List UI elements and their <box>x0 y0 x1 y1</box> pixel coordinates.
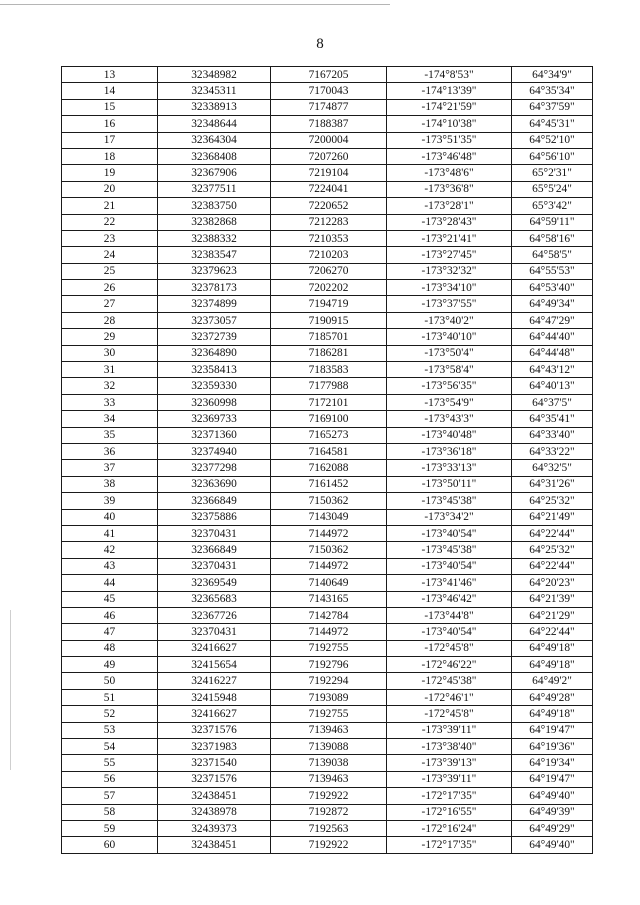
x-coordinate-cell: 32370431 <box>158 558 271 574</box>
table-row <box>62 493 593 509</box>
x-coordinate-cell: 32345311 <box>158 83 271 99</box>
point-number-cell: 16 <box>62 116 158 132</box>
latitude-cell: 64°56'10" <box>512 148 593 164</box>
table-row <box>62 624 593 640</box>
latitude-cell: 64°40'13" <box>512 378 593 394</box>
x-coordinate-cell: 32372739 <box>158 329 271 345</box>
x-coordinate-cell: 32367906 <box>158 165 271 181</box>
latitude-cell: 64°49'29" <box>512 820 593 836</box>
table-row <box>62 296 593 312</box>
longitude-cell: -173°32'32" <box>387 263 512 279</box>
coordinates-table-body <box>62 67 593 854</box>
y-coordinate-cell: 7150362 <box>271 493 387 509</box>
table-row <box>62 525 593 541</box>
table-row <box>62 739 593 755</box>
point-number-cell: 31 <box>62 362 158 378</box>
table-row <box>62 607 593 623</box>
x-coordinate-cell: 32377511 <box>158 181 271 197</box>
point-number-cell: 46 <box>62 607 158 623</box>
point-number-cell: 57 <box>62 788 158 804</box>
table-row <box>62 657 593 673</box>
y-coordinate-cell: 7220652 <box>271 198 387 214</box>
latitude-cell: 64°25'32" <box>512 542 593 558</box>
table-row <box>62 247 593 263</box>
x-coordinate-cell: 32371983 <box>158 739 271 755</box>
x-coordinate-cell: 32364304 <box>158 132 271 148</box>
x-coordinate-cell: 32438978 <box>158 804 271 820</box>
latitude-cell: 64°21'39" <box>512 591 593 607</box>
longitude-cell: -173°50'4" <box>387 345 512 361</box>
longitude-cell: -173°58'4" <box>387 362 512 378</box>
latitude-cell: 64°44'48" <box>512 345 593 361</box>
point-number-cell: 49 <box>62 657 158 673</box>
longitude-cell: -173°44'8" <box>387 607 512 623</box>
x-coordinate-cell: 32382868 <box>158 214 271 230</box>
x-coordinate-cell: 32358413 <box>158 362 271 378</box>
longitude-cell: -173°48'6" <box>387 165 512 181</box>
longitude-cell: -174°21'59" <box>387 99 512 115</box>
y-coordinate-cell: 7161452 <box>271 476 387 492</box>
x-coordinate-cell: 32367726 <box>158 607 271 623</box>
point-number-cell: 29 <box>62 329 158 345</box>
x-coordinate-cell: 32416627 <box>158 640 271 656</box>
longitude-cell: -173°37'55" <box>387 296 512 312</box>
latitude-cell: 64°49'18" <box>512 657 593 673</box>
longitude-cell: -173°40'10" <box>387 329 512 345</box>
table-row <box>62 67 593 83</box>
y-coordinate-cell: 7207260 <box>271 148 387 164</box>
latitude-cell: 64°47'29" <box>512 312 593 328</box>
y-coordinate-cell: 7192872 <box>271 804 387 820</box>
table-row <box>62 509 593 525</box>
table-row <box>62 558 593 574</box>
y-coordinate-cell: 7192755 <box>271 706 387 722</box>
x-coordinate-cell: 32366849 <box>158 542 271 558</box>
latitude-cell: 64°34'9" <box>512 67 593 83</box>
table-row <box>62 427 593 443</box>
latitude-cell: 64°19'36" <box>512 739 593 755</box>
longitude-cell: -173°38'40" <box>387 739 512 755</box>
point-number-cell: 42 <box>62 542 158 558</box>
table-row <box>62 263 593 279</box>
latitude-cell: 64°32'5" <box>512 460 593 476</box>
latitude-cell: 64°25'32" <box>512 493 593 509</box>
x-coordinate-cell: 32378173 <box>158 280 271 296</box>
table-row <box>62 329 593 345</box>
longitude-cell: -173°40'54" <box>387 624 512 640</box>
x-coordinate-cell: 32363690 <box>158 476 271 492</box>
latitude-cell: 64°21'49" <box>512 509 593 525</box>
coordinates-table <box>61 66 593 854</box>
point-number-cell: 53 <box>62 722 158 738</box>
x-coordinate-cell: 32416627 <box>158 706 271 722</box>
y-coordinate-cell: 7170043 <box>271 83 387 99</box>
y-coordinate-cell: 7194719 <box>271 296 387 312</box>
table-row <box>62 722 593 738</box>
table-row <box>62 165 593 181</box>
table-row <box>62 280 593 296</box>
table-row <box>62 411 593 427</box>
longitude-cell: -173°36'8" <box>387 181 512 197</box>
point-number-cell: 39 <box>62 493 158 509</box>
latitude-cell: 64°19'34" <box>512 755 593 771</box>
latitude-cell: 64°59'11" <box>512 214 593 230</box>
longitude-cell: -173°34'2" <box>387 509 512 525</box>
longitude-cell: -173°51'35" <box>387 132 512 148</box>
y-coordinate-cell: 7172101 <box>271 394 387 410</box>
table-row <box>62 575 593 591</box>
point-number-cell: 37 <box>62 460 158 476</box>
latitude-cell: 65°5'24" <box>512 181 593 197</box>
latitude-cell: 65°2'31" <box>512 165 593 181</box>
longitude-cell: -172°16'55" <box>387 804 512 820</box>
point-number-cell: 33 <box>62 394 158 410</box>
table-row <box>62 116 593 132</box>
table-row <box>62 460 593 476</box>
x-coordinate-cell: 32383750 <box>158 198 271 214</box>
latitude-cell: 64°49'2" <box>512 673 593 689</box>
point-number-cell: 45 <box>62 591 158 607</box>
page-number: 8 <box>316 36 324 52</box>
y-coordinate-cell: 7188387 <box>271 116 387 132</box>
point-number-cell: 24 <box>62 247 158 263</box>
x-coordinate-cell: 32371576 <box>158 771 271 787</box>
y-coordinate-cell: 7185701 <box>271 329 387 345</box>
top-rule <box>0 4 390 5</box>
point-number-cell: 23 <box>62 230 158 246</box>
table-row <box>62 673 593 689</box>
table-row <box>62 345 593 361</box>
point-number-cell: 41 <box>62 525 158 541</box>
y-coordinate-cell: 7206270 <box>271 263 387 279</box>
y-coordinate-cell: 7186281 <box>271 345 387 361</box>
x-coordinate-cell: 32377298 <box>158 460 271 476</box>
longitude-cell: -173°45'38" <box>387 493 512 509</box>
x-coordinate-cell: 32365683 <box>158 591 271 607</box>
y-coordinate-cell: 7192922 <box>271 788 387 804</box>
longitude-cell: -173°46'48" <box>387 148 512 164</box>
longitude-cell: -173°36'18" <box>387 443 512 459</box>
x-coordinate-cell: 32439373 <box>158 820 271 836</box>
point-number-cell: 56 <box>62 771 158 787</box>
point-number-cell: 26 <box>62 280 158 296</box>
table-row <box>62 148 593 164</box>
table-row <box>62 362 593 378</box>
x-coordinate-cell: 32366849 <box>158 493 271 509</box>
latitude-cell: 64°45'31" <box>512 116 593 132</box>
longitude-cell: -173°39'11" <box>387 771 512 787</box>
point-number-cell: 27 <box>62 296 158 312</box>
x-coordinate-cell: 32374899 <box>158 296 271 312</box>
table-row <box>62 476 593 492</box>
longitude-cell: -172°45'8" <box>387 640 512 656</box>
point-number-cell: 47 <box>62 624 158 640</box>
point-number-cell: 51 <box>62 689 158 705</box>
longitude-cell: -174°13'39" <box>387 83 512 99</box>
x-coordinate-cell: 32373057 <box>158 312 271 328</box>
y-coordinate-cell: 7183583 <box>271 362 387 378</box>
latitude-cell: 64°55'53" <box>512 263 593 279</box>
latitude-cell: 64°20'23" <box>512 575 593 591</box>
y-coordinate-cell: 7190915 <box>271 312 387 328</box>
latitude-cell: 64°33'22" <box>512 443 593 459</box>
longitude-cell: -173°40'2" <box>387 312 512 328</box>
latitude-cell: 64°31'26" <box>512 476 593 492</box>
table-row <box>62 820 593 836</box>
point-number-cell: 59 <box>62 820 158 836</box>
x-coordinate-cell: 32379623 <box>158 263 271 279</box>
y-coordinate-cell: 7219104 <box>271 165 387 181</box>
point-number-cell: 30 <box>62 345 158 361</box>
table-row <box>62 394 593 410</box>
point-number-cell: 55 <box>62 755 158 771</box>
y-coordinate-cell: 7167205 <box>271 67 387 83</box>
table-row <box>62 706 593 722</box>
table-row <box>62 771 593 787</box>
latitude-cell: 64°22'44" <box>512 558 593 574</box>
x-coordinate-cell: 32371576 <box>158 722 271 738</box>
x-coordinate-cell: 32360998 <box>158 394 271 410</box>
scan-edge-mark <box>10 610 11 770</box>
longitude-cell: -173°28'43" <box>387 214 512 230</box>
latitude-cell: 64°49'39" <box>512 804 593 820</box>
latitude-cell: 65°3'42" <box>512 198 593 214</box>
longitude-cell: -173°39'13" <box>387 755 512 771</box>
y-coordinate-cell: 7140649 <box>271 575 387 591</box>
x-coordinate-cell: 32375886 <box>158 509 271 525</box>
point-number-cell: 50 <box>62 673 158 689</box>
longitude-cell: -173°50'11" <box>387 476 512 492</box>
latitude-cell: 64°49'28" <box>512 689 593 705</box>
y-coordinate-cell: 7192796 <box>271 657 387 673</box>
latitude-cell: 64°49'18" <box>512 640 593 656</box>
longitude-cell: -172°16'24" <box>387 820 512 836</box>
y-coordinate-cell: 7192922 <box>271 837 387 853</box>
point-number-cell: 20 <box>62 181 158 197</box>
x-coordinate-cell: 32415948 <box>158 689 271 705</box>
y-coordinate-cell: 7200004 <box>271 132 387 148</box>
x-coordinate-cell: 32383547 <box>158 247 271 263</box>
x-coordinate-cell: 32415654 <box>158 657 271 673</box>
longitude-cell: -173°34'10" <box>387 280 512 296</box>
point-number-cell: 48 <box>62 640 158 656</box>
latitude-cell: 64°35'41" <box>512 411 593 427</box>
point-number-cell: 43 <box>62 558 158 574</box>
table-row <box>62 542 593 558</box>
x-coordinate-cell: 32364890 <box>158 345 271 361</box>
longitude-cell: -174°10'38" <box>387 116 512 132</box>
y-coordinate-cell: 7139463 <box>271 722 387 738</box>
longitude-cell: -173°21'41" <box>387 230 512 246</box>
latitude-cell: 64°49'40" <box>512 837 593 853</box>
table-row <box>62 640 593 656</box>
point-number-cell: 40 <box>62 509 158 525</box>
longitude-cell: -172°46'1" <box>387 689 512 705</box>
latitude-cell: 64°49'18" <box>512 706 593 722</box>
point-number-cell: 28 <box>62 312 158 328</box>
longitude-cell: -173°40'54" <box>387 525 512 541</box>
y-coordinate-cell: 7142784 <box>271 607 387 623</box>
point-number-cell: 35 <box>62 427 158 443</box>
table-row <box>62 804 593 820</box>
table-row <box>62 132 593 148</box>
longitude-cell: -173°33'13" <box>387 460 512 476</box>
longitude-cell: -173°46'42" <box>387 591 512 607</box>
y-coordinate-cell: 7150362 <box>271 542 387 558</box>
y-coordinate-cell: 7144972 <box>271 624 387 640</box>
longitude-cell: -173°45'38" <box>387 542 512 558</box>
latitude-cell: 64°22'44" <box>512 624 593 640</box>
x-coordinate-cell: 32338913 <box>158 99 271 115</box>
latitude-cell: 64°58'16" <box>512 230 593 246</box>
longitude-cell: -172°17'35" <box>387 837 512 853</box>
longitude-cell: -172°45'8" <box>387 706 512 722</box>
latitude-cell: 64°35'34" <box>512 83 593 99</box>
longitude-cell: -173°43'3" <box>387 411 512 427</box>
y-coordinate-cell: 7143049 <box>271 509 387 525</box>
y-coordinate-cell: 7177988 <box>271 378 387 394</box>
point-number-cell: 15 <box>62 99 158 115</box>
latitude-cell: 64°33'40" <box>512 427 593 443</box>
y-coordinate-cell: 7139038 <box>271 755 387 771</box>
point-number-cell: 58 <box>62 804 158 820</box>
table-row <box>62 83 593 99</box>
y-coordinate-cell: 7164581 <box>271 443 387 459</box>
latitude-cell: 64°49'34" <box>512 296 593 312</box>
table-row <box>62 198 593 214</box>
x-coordinate-cell: 32438451 <box>158 837 271 853</box>
x-coordinate-cell: 32359330 <box>158 378 271 394</box>
latitude-cell: 64°58'5" <box>512 247 593 263</box>
x-coordinate-cell: 32348644 <box>158 116 271 132</box>
x-coordinate-cell: 32371540 <box>158 755 271 771</box>
y-coordinate-cell: 7192294 <box>271 673 387 689</box>
latitude-cell: 64°37'5" <box>512 394 593 410</box>
latitude-cell: 64°49'40" <box>512 788 593 804</box>
y-coordinate-cell: 7169100 <box>271 411 387 427</box>
point-number-cell: 21 <box>62 198 158 214</box>
x-coordinate-cell: 32370431 <box>158 624 271 640</box>
table-row <box>62 837 593 853</box>
y-coordinate-cell: 7165273 <box>271 427 387 443</box>
point-number-cell: 14 <box>62 83 158 99</box>
point-number-cell: 38 <box>62 476 158 492</box>
longitude-cell: -173°39'11" <box>387 722 512 738</box>
latitude-cell: 64°44'40" <box>512 329 593 345</box>
latitude-cell: 64°22'44" <box>512 525 593 541</box>
x-coordinate-cell: 32371360 <box>158 427 271 443</box>
y-coordinate-cell: 7210203 <box>271 247 387 263</box>
point-number-cell: 54 <box>62 739 158 755</box>
point-number-cell: 34 <box>62 411 158 427</box>
longitude-cell: -173°41'46" <box>387 575 512 591</box>
y-coordinate-cell: 7143165 <box>271 591 387 607</box>
longitude-cell: -173°40'54" <box>387 558 512 574</box>
table-row <box>62 230 593 246</box>
point-number-cell: 17 <box>62 132 158 148</box>
point-number-cell: 44 <box>62 575 158 591</box>
point-number-cell: 18 <box>62 148 158 164</box>
longitude-cell: -173°28'1" <box>387 198 512 214</box>
x-coordinate-cell: 32348982 <box>158 67 271 83</box>
x-coordinate-cell: 32374940 <box>158 443 271 459</box>
y-coordinate-cell: 7144972 <box>271 525 387 541</box>
latitude-cell: 64°53'40" <box>512 280 593 296</box>
x-coordinate-cell: 32438451 <box>158 788 271 804</box>
y-coordinate-cell: 7139463 <box>271 771 387 787</box>
x-coordinate-cell: 32416227 <box>158 673 271 689</box>
latitude-cell: 64°19'47" <box>512 722 593 738</box>
x-coordinate-cell: 32370431 <box>158 525 271 541</box>
longitude-cell: -173°54'9" <box>387 394 512 410</box>
y-coordinate-cell: 7144972 <box>271 558 387 574</box>
table-row <box>62 214 593 230</box>
longitude-cell: -172°46'22" <box>387 657 512 673</box>
y-coordinate-cell: 7224041 <box>271 181 387 197</box>
table-row <box>62 99 593 115</box>
longitude-cell: -173°27'45" <box>387 247 512 263</box>
y-coordinate-cell: 7162088 <box>271 460 387 476</box>
point-number-cell: 60 <box>62 837 158 853</box>
y-coordinate-cell: 7193089 <box>271 689 387 705</box>
y-coordinate-cell: 7139088 <box>271 739 387 755</box>
latitude-cell: 64°52'10" <box>512 132 593 148</box>
y-coordinate-cell: 7174877 <box>271 99 387 115</box>
y-coordinate-cell: 7210353 <box>271 230 387 246</box>
latitude-cell: 64°37'59" <box>512 99 593 115</box>
table-row <box>62 181 593 197</box>
point-number-cell: 25 <box>62 263 158 279</box>
table-row <box>62 378 593 394</box>
latitude-cell: 64°19'47" <box>512 771 593 787</box>
latitude-cell: 64°43'12" <box>512 362 593 378</box>
table-row <box>62 788 593 804</box>
table-row <box>62 755 593 771</box>
table-row <box>62 591 593 607</box>
x-coordinate-cell: 32369549 <box>158 575 271 591</box>
x-coordinate-cell: 32388332 <box>158 230 271 246</box>
longitude-cell: -172°17'35" <box>387 788 512 804</box>
table-row <box>62 312 593 328</box>
table-row <box>62 443 593 459</box>
longitude-cell: -172°45'38" <box>387 673 512 689</box>
y-coordinate-cell: 7192755 <box>271 640 387 656</box>
point-number-cell: 36 <box>62 443 158 459</box>
longitude-cell: -173°56'35" <box>387 378 512 394</box>
table-row <box>62 689 593 705</box>
longitude-cell: -174°8'53" <box>387 67 512 83</box>
point-number-cell: 52 <box>62 706 158 722</box>
y-coordinate-cell: 7202202 <box>271 280 387 296</box>
point-number-cell: 32 <box>62 378 158 394</box>
point-number-cell: 13 <box>62 67 158 83</box>
x-coordinate-cell: 32368408 <box>158 148 271 164</box>
point-number-cell: 19 <box>62 165 158 181</box>
point-number-cell: 22 <box>62 214 158 230</box>
y-coordinate-cell: 7212283 <box>271 214 387 230</box>
x-coordinate-cell: 32369733 <box>158 411 271 427</box>
y-coordinate-cell: 7192563 <box>271 820 387 836</box>
longitude-cell: -173°40'48" <box>387 427 512 443</box>
latitude-cell: 64°21'29" <box>512 607 593 623</box>
